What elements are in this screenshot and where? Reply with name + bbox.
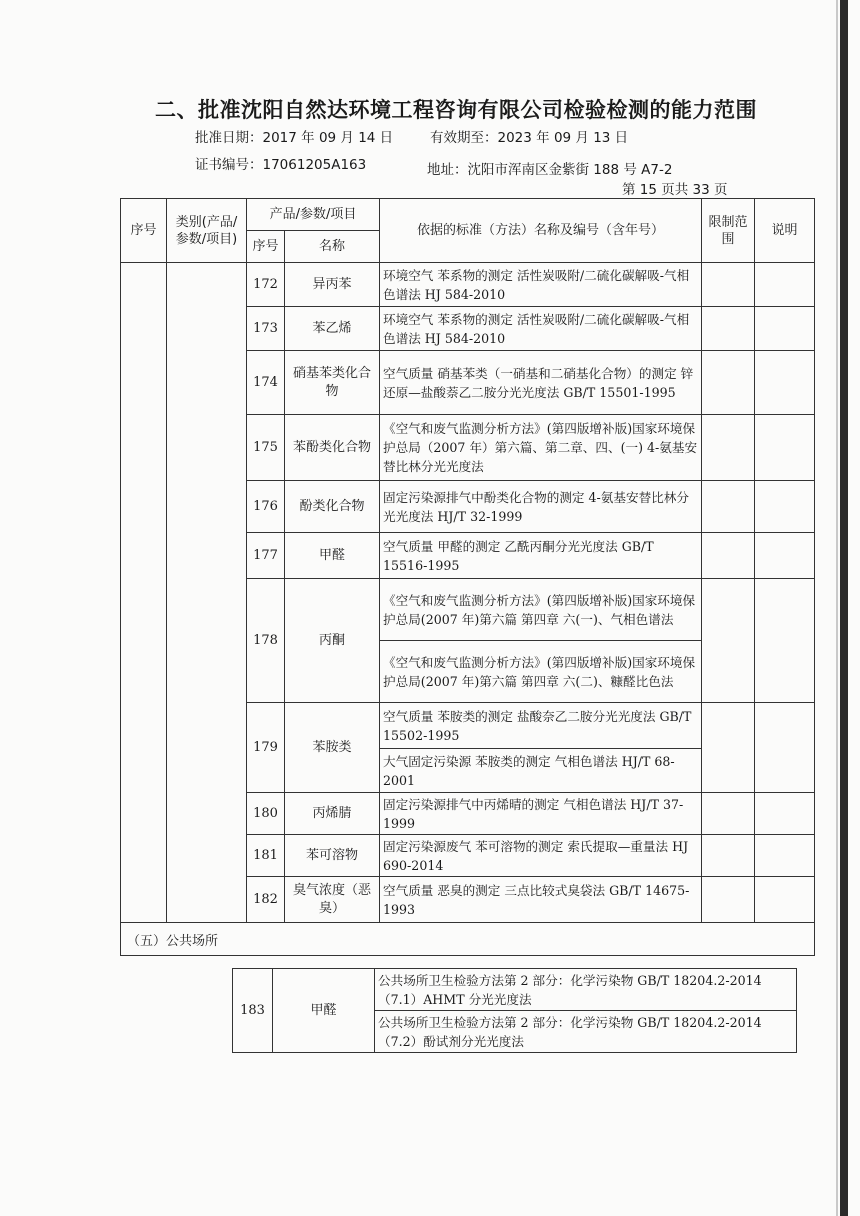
- scan-edge-dark: [840, 0, 848, 1216]
- item-number: 174: [247, 351, 285, 415]
- item-name: 苯乙烯: [285, 307, 380, 351]
- note-cell: [755, 703, 815, 793]
- limit-cell: [702, 481, 755, 533]
- section-table-body: [233, 969, 797, 1053]
- standard-text: 《空气和废气监测分析方法》(第四版增补版)国家环境保护总局(2007 年)第六篇 第四章 六(二)、糠醛比色法: [380, 641, 702, 703]
- scan-edge-light: [836, 0, 838, 1216]
- item-name: 苯胺类: [285, 703, 380, 793]
- category-cell: [167, 263, 247, 923]
- limit-cell: [702, 877, 755, 923]
- col-header-name: 名称: [285, 231, 380, 263]
- standard-text: 大气固定污染源 苯胺类的测定 气相色谱法 HJ/T 68-2001: [380, 749, 702, 793]
- item-number: 173: [247, 307, 285, 351]
- item-number: 183: [233, 969, 273, 1053]
- limit-cell: [702, 793, 755, 835]
- scope-table: [120, 198, 815, 956]
- approval-date: 批准日期：2017 年 09 月 14 日: [195, 130, 394, 146]
- col-header-note: 说明: [755, 199, 815, 263]
- standard-text: 环境空气 苯系物的测定 活性炭吸附/二硫化碳解吸-气相色谱法 HJ 584-2010: [380, 307, 702, 351]
- valid-until: 有效期至：2023 年 09 月 13 日: [430, 130, 629, 146]
- note-cell: [755, 579, 815, 703]
- item-name: 甲醛: [273, 969, 375, 1053]
- note-cell: [755, 351, 815, 415]
- limit-cell: [702, 351, 755, 415]
- standard-text: 环境空气 苯系物的测定 活性炭吸附/二硫化碳解吸-气相色谱法 HJ 584-2010: [380, 263, 702, 307]
- item-name: 苯可溶物: [285, 835, 380, 877]
- item-name: 臭气浓度（恶臭）: [285, 877, 380, 923]
- standard-text: 空气质量 苯胺类的测定 盐酸奈乙二胺分光光度法 GB/T 15502-1995: [380, 703, 702, 749]
- address: 地址：沈阳市浑南区金紫街 188 号 A7-2: [427, 162, 673, 178]
- item-number: 180: [247, 793, 285, 835]
- item-name: 丙烯腈: [285, 793, 380, 835]
- item-number: 179: [247, 703, 285, 793]
- standard-text: 固定污染源废气 苯可溶物的测定 索氏提取—重量法 HJ 690-2014: [380, 835, 702, 877]
- limit-cell: [702, 533, 755, 579]
- col-header-seq: 序号: [121, 199, 167, 263]
- note-cell: [755, 307, 815, 351]
- note-cell: [755, 533, 815, 579]
- limit-cell: [702, 579, 755, 703]
- limit-cell: [702, 263, 755, 307]
- col-header-limit: 限制范围: [702, 199, 755, 263]
- item-number: 176: [247, 481, 285, 533]
- item-name: 甲醛: [285, 533, 380, 579]
- note-cell: [755, 415, 815, 481]
- page-title: 二、批准沈阳自然达环境工程咨询有限公司检验检测的能力范围: [155, 97, 757, 122]
- item-number: 178: [247, 579, 285, 703]
- standard-text: 空气质量 硝基苯类（一硝基和二硝基化合物）的测定 锌还原—盐酸萘乙二胺分光光度法 GB/T 15501-1995: [380, 351, 702, 415]
- item-name: 酚类化合物: [285, 481, 380, 533]
- limit-cell: [702, 703, 755, 793]
- section-table: [232, 968, 797, 1053]
- standard-text: 固定污染源排气中酚类化合物的测定 4-氨基安替比林分光光度法 HJ/T 32-1999: [380, 481, 702, 533]
- item-number: 175: [247, 415, 285, 481]
- standard-text: 公共场所卫生检验方法第 2 部分：化学污染物 GB/T 18204.2-2014（7.1）AHMT 分光光度法: [375, 969, 797, 1011]
- item-name: 硝基苯类化合物: [285, 351, 380, 415]
- item-name: 丙酮: [285, 579, 380, 703]
- section-title: （五）公共场所: [121, 923, 815, 956]
- standard-text: 《空气和废气监测分析方法》(第四版增补版)国家环境保护总局(2007 年)第六篇 第四章 六(一)、气相色谱法: [380, 579, 702, 641]
- item-number: 182: [247, 877, 285, 923]
- note-cell: [755, 263, 815, 307]
- col-header-category: 类别(产品/参数/项目): [167, 199, 247, 263]
- item-number: 177: [247, 533, 285, 579]
- limit-cell: [702, 415, 755, 481]
- col-header-standard: 依据的标准（方法）名称及编号（含年号）: [380, 199, 702, 263]
- note-cell: [755, 877, 815, 923]
- note-cell: [755, 835, 815, 877]
- page-number: 第 15 页共 33 页: [622, 182, 728, 198]
- cert-number: 证书编号：17061205A163: [195, 157, 367, 173]
- col-header-product: 产品/参数/项目: [247, 199, 380, 231]
- standard-text: 固定污染源排气中丙烯晴的测定 气相色谱法 HJ/T 37-1999: [380, 793, 702, 835]
- standard-text: 《空气和废气监测分析方法》(第四版增补版)国家环境保护总局（2007 年）第六篇、第二章、四、(一) 4-氨基安替比林分光光度法: [380, 415, 702, 481]
- section-row: [121, 923, 815, 956]
- col-header-sub-seq: 序号: [247, 231, 285, 263]
- standard-text: 空气质量 恶臭的测定 三点比较式臭袋法 GB/T 14675-1993: [380, 877, 702, 923]
- table-row: [233, 969, 797, 1011]
- item-number: 172: [247, 263, 285, 307]
- item-name: 异丙苯: [285, 263, 380, 307]
- limit-cell: [702, 307, 755, 351]
- item-name: 苯酚类化合物: [285, 415, 380, 481]
- table-row: [121, 263, 815, 307]
- table-body: [121, 263, 815, 923]
- standard-text: 空气质量 甲醛的测定 乙酰丙酮分光光度法 GB/T 15516-1995: [380, 533, 702, 579]
- item-number: 181: [247, 835, 285, 877]
- note-cell: [755, 481, 815, 533]
- note-cell: [755, 793, 815, 835]
- limit-cell: [702, 835, 755, 877]
- standard-text: 公共场所卫生检验方法第 2 部分：化学污染物 GB/T 18204.2-2014（7.2）酚试剂分光光度法: [375, 1011, 797, 1053]
- seq-cell: [121, 263, 167, 923]
